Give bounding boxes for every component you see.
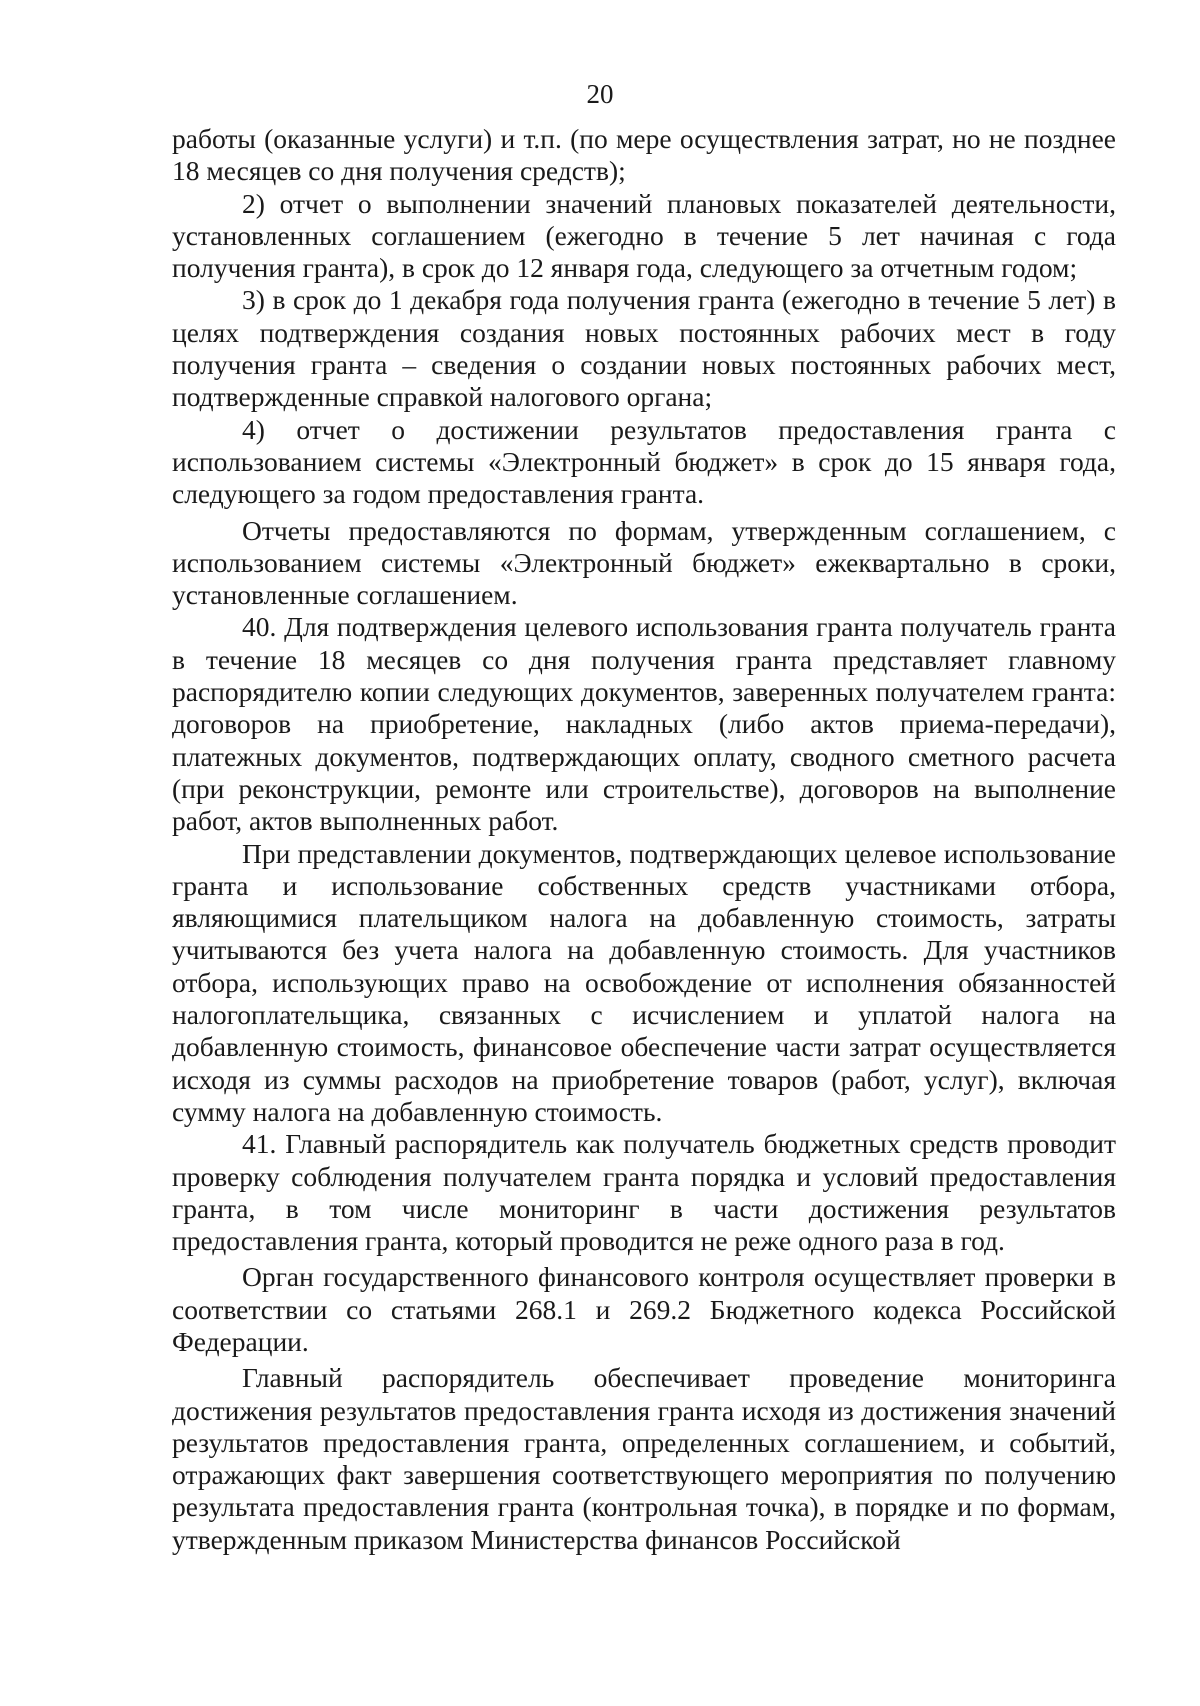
- paragraph-monitoring: Главный распорядитель обеспечивает проведение мониторинга достижения результатов предоставления гранта исходя из достижения значений результатов предоставления гранта, определенных соглашением, и событий, отражающих факт завершения соответствующего мероприятия по получению результата предоставления гранта (контрольная точка), в порядке и по формам, утвержденным приказом Министерства финансов Российской: [172, 1362, 1116, 1555]
- page-number: 20: [586, 79, 614, 109]
- paragraph-section-41: 41. Главный распорядитель как получатель бюджетных средств проводит проверку соблюдения получателем гранта порядка и условий предоставления гранта, в том числе мониторинг в части достижения результатов предоставления гранта, который проводится не реже одного раза в год.: [172, 1128, 1116, 1257]
- paragraph-reports: Отчеты предоставляются по формам, утвержденным соглашением, с использованием системы «Электронный бюджет» ежеквартально в сроки, установленные соглашением.: [172, 514, 1116, 611]
- paragraph-continuation: работы (оказанные услуги) и т.п. (по мере осуществления затрат, но не позднее 18 месяцев со дня получения средств);: [172, 123, 1116, 187]
- paragraph-item-4: 4) отчет о достижении результатов предоставления гранта с использованием системы «Электронный бюджет» в срок до 15 января года, следующего за годом предоставления гранта.: [172, 413, 1116, 510]
- document-body: [172, 123, 1116, 1556]
- paragraph-financial-control: Орган государственного финансового контроля осуществляет проверки в соответствии со статьями 268.1 и 269.2 Бюджетного кодекса Российской Федерации.: [172, 1261, 1116, 1357]
- paragraph-item-3: 3) в срок до 1 декабря года получения гранта (ежегодно в течение 5 лет) в целях подтверждения создания новых постоянных рабочих мест в году получения гранта – сведения о создании новых постоянных рабочих мест, подтвержденные справкой налогового органа;: [172, 284, 1116, 413]
- paragraph-item-2: 2) отчет о выполнении значений плановых показателей деятельности, установленных соглашением (ежегодно в течение 5 лет начиная с года получения гранта), в срок до 12 января года, следующего за отчетным годом;: [172, 187, 1116, 284]
- paragraph-section-40: 40. Для подтверждения целевого использования гранта получатель гранта в течение 18 месяцев со дня получения гранта представляет главному распорядителю копии следующих документов, заверенных получателем гранта: договоров на приобретение, накладных (либо актов приема-передачи), платежных документов, подтверждающих оплату, сводного сметного расчета (при реконструкции, ремонте или строительстве), договоров на выполнение работ, актов выполненных работ.: [172, 611, 1116, 837]
- paragraph-vat: При представлении документов, подтверждающих целевое использование гранта и использование собственных средств участниками отбора, являющимися плательщиком налога на добавленную стоимость, затраты учитываются без учета налога на добавленную стоимость. Для участников отбора, использующих право на освобождение от исполнения обязанностей налогоплательщика, связанных с исчислением и уплатой налога на добавленную стоимость, финансовое обеспечение части затрат осуществляется исходя из суммы расходов на приобретение товаров (работ, услуг), включая сумму налога на добавленную стоимость.: [172, 837, 1116, 1127]
